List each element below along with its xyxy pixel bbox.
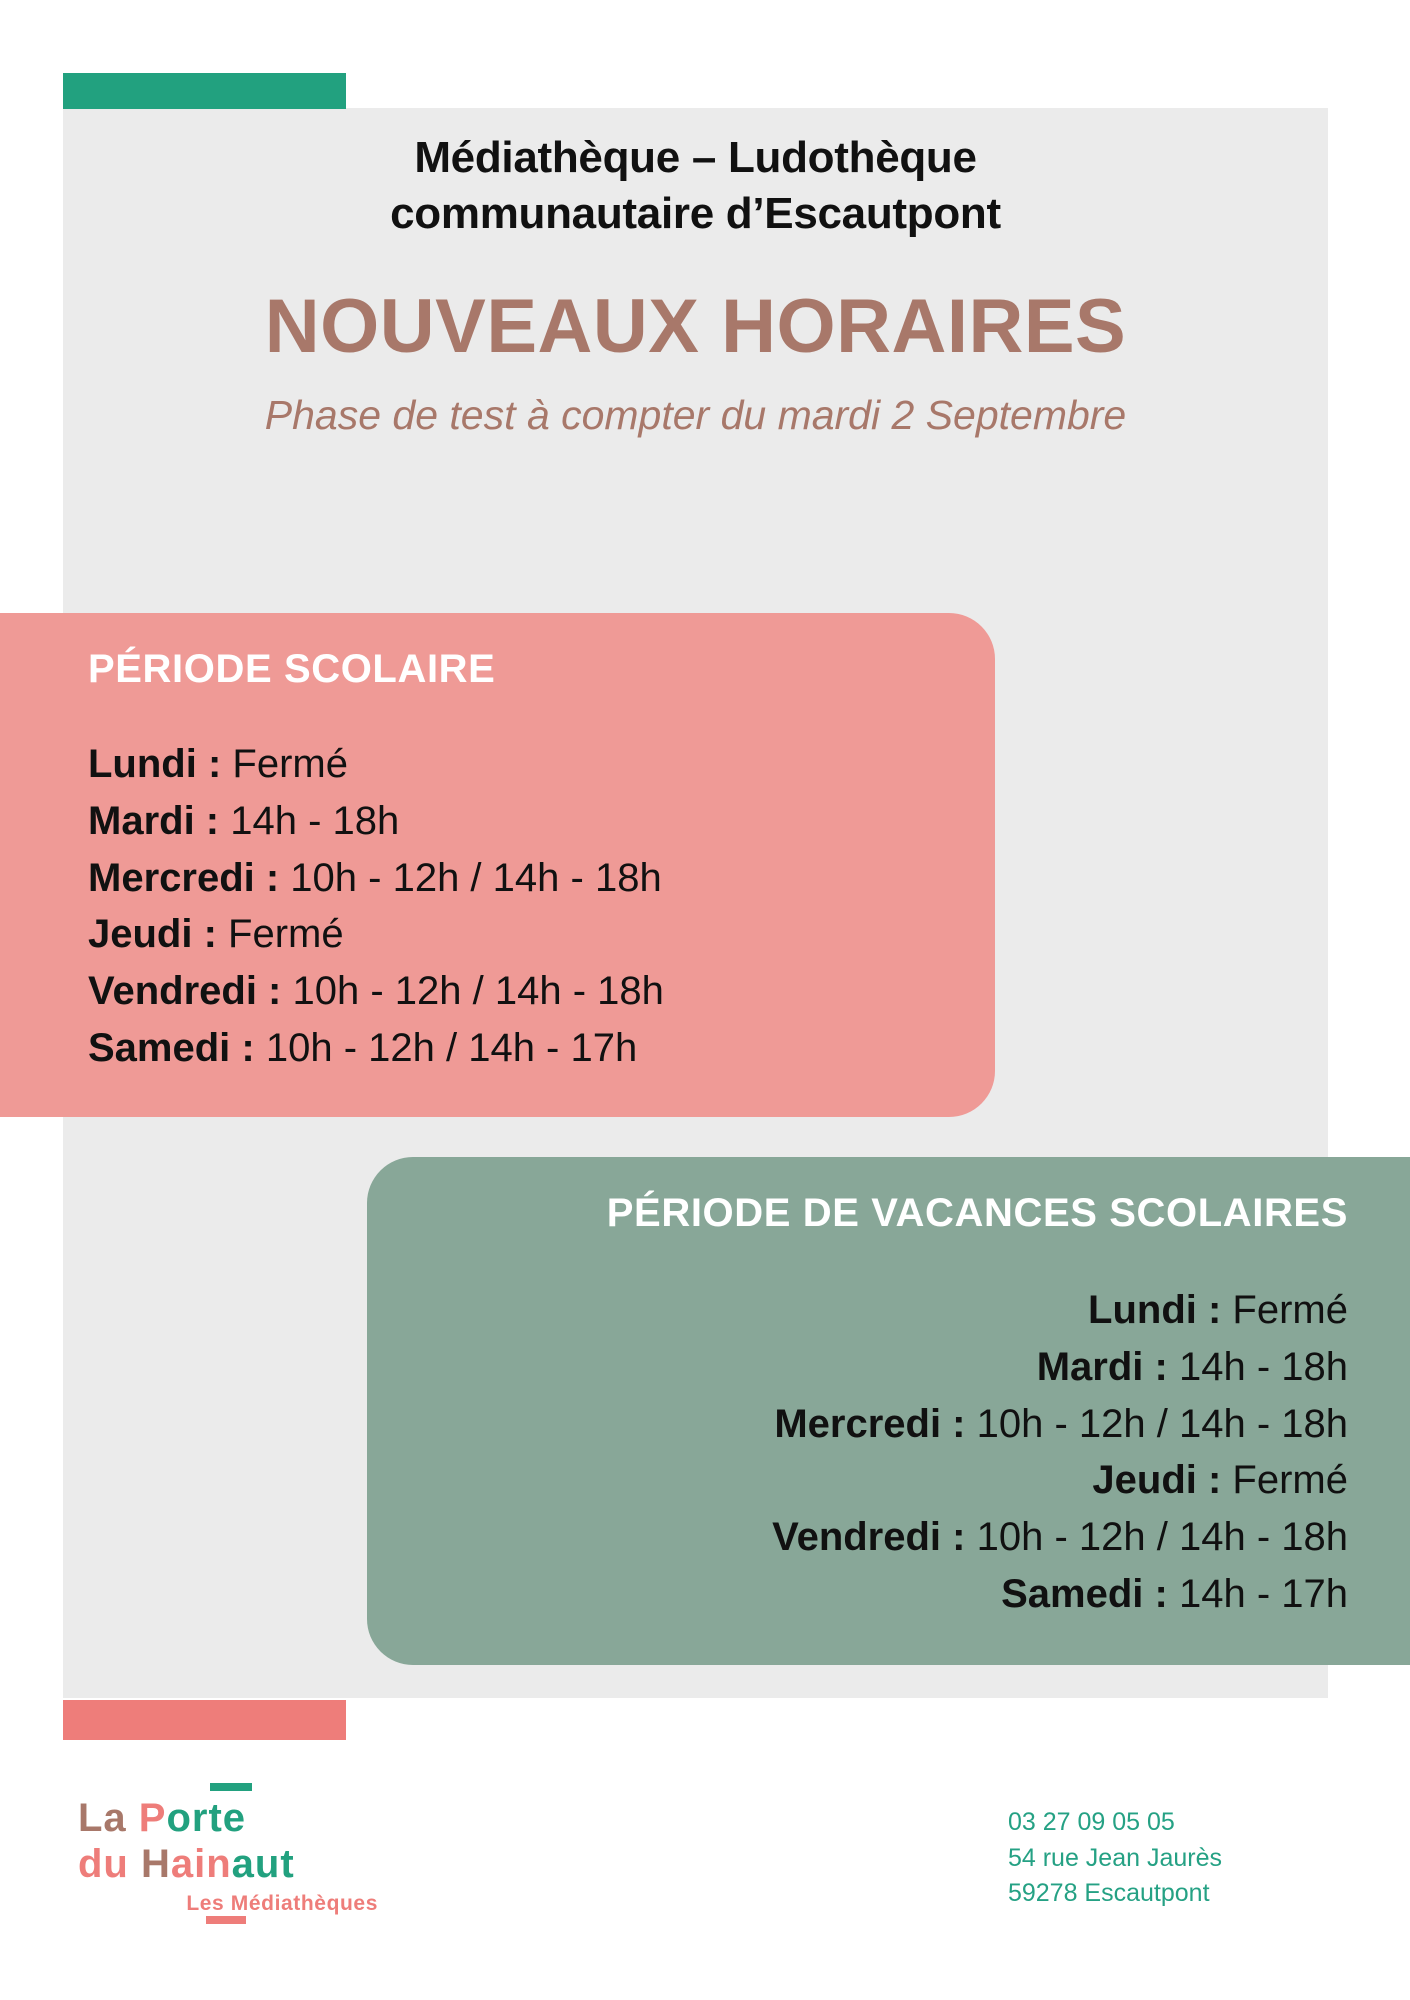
schedule-row [427, 1339, 1348, 1396]
holiday-period-heading: PÉRIODE DE VACANCES SCOLAIRES [606, 1191, 1348, 1235]
logo-dash-bottom-icon [206, 1916, 246, 1924]
schedule-hours-value: 10h - 12h / 14h - 18h [976, 1401, 1348, 1446]
holiday-period-block [367, 1157, 1410, 1665]
logo-text-orte: orte [166, 1796, 247, 1840]
schedule-day-label: Samedi : [1001, 1571, 1168, 1616]
schedule-hours-value: 14h - 18h [230, 798, 400, 843]
contact-info [1008, 1805, 1222, 1912]
schedule-day-label: Jeudi : [1092, 1458, 1222, 1503]
logo-text-p: P [138, 1796, 167, 1840]
schedule-row [427, 1282, 1348, 1339]
schedule-row [88, 736, 935, 793]
logo-text-la: La [78, 1796, 139, 1840]
holiday-period-schedule-list [427, 1282, 1348, 1623]
schedule-day-label: Mercredi : [774, 1401, 966, 1446]
schedule-day-label: Samedi : [88, 1025, 255, 1070]
school-period-schedule-list [88, 736, 935, 1077]
organization-title-line2: communautaire d’Escautpont [390, 189, 1001, 239]
schedule-hours-value: 10h - 12h / 14h - 18h [290, 855, 662, 900]
schedule-day-label: Jeudi : [88, 912, 217, 957]
school-period-block [0, 613, 995, 1117]
schedule-hours-value: Fermé [1232, 1458, 1348, 1503]
schedule-row [88, 850, 935, 907]
logo-line-2 [78, 1844, 378, 1884]
schedule-row [88, 793, 935, 850]
schedule-day-label: Vendredi : [88, 969, 282, 1014]
schedule-hours-value: 14h - 17h [1178, 1571, 1348, 1616]
bottom-pink-accent-bar [63, 1700, 346, 1740]
schedule-hours-value: 14h - 18h [1178, 1344, 1348, 1389]
schedule-row [427, 1396, 1348, 1453]
page-title: NOUVEAUX HORAIRES [264, 283, 1127, 369]
schedule-hours-value: 10h - 12h / 14h - 18h [292, 969, 664, 1014]
schedule-hours-value: Fermé [232, 742, 348, 786]
schedule-row [427, 1566, 1348, 1623]
schedule-row [88, 906, 935, 963]
logo-line-1 [78, 1798, 378, 1838]
contact-street: 54 rue Jean Jaurès [1007, 1843, 1222, 1872]
schedule-day-label: Mardi : [88, 798, 220, 843]
organization-title [63, 130, 1328, 243]
logo-text-h: H [140, 1842, 171, 1886]
schedule-day-label: Mardi : [1036, 1344, 1168, 1389]
schedule-hours-value: 10h - 12h / 14h - 18h [976, 1515, 1348, 1560]
schedule-day-label: Lundi : [88, 742, 222, 786]
top-green-accent-bar [63, 73, 346, 109]
logo-text-du: du [78, 1842, 141, 1886]
schedule-hours-value: Fermé [1232, 1288, 1348, 1332]
logo-tagline: Les Médiathèques [186, 1892, 378, 1915]
logo-dash-top-icon [210, 1783, 252, 1791]
schedule-row [427, 1509, 1348, 1566]
schedule-row [88, 963, 935, 1020]
schedule-row [427, 1452, 1348, 1509]
schedule-day-label: Vendredi : [772, 1515, 966, 1560]
la-porte-du-hainaut-logo [78, 1798, 378, 1914]
poster-header [63, 130, 1328, 440]
organization-title-line1: Médiathèque – Ludothèque [414, 133, 977, 182]
schedule-row [88, 1020, 935, 1077]
schedule-day-label: Lundi : [1088, 1288, 1222, 1332]
contact-city: 59278 Escautpont [1007, 1879, 1210, 1907]
schedule-hours-value: 10h - 12h / 14h - 17h [265, 1025, 638, 1070]
school-period-heading: PÉRIODE SCOLAIRE [88, 647, 496, 691]
schedule-day-label: Mercredi : [88, 855, 280, 900]
schedule-hours-value: Fermé [228, 912, 344, 957]
contact-phone: 03 27 09 05 05 [1007, 1808, 1175, 1836]
logo-text-aut: aut [231, 1842, 295, 1886]
page-subtitle: Phase de test à compter du mardi 2 Septembre [264, 391, 1127, 438]
logo-text-ain: ain [170, 1842, 232, 1886]
